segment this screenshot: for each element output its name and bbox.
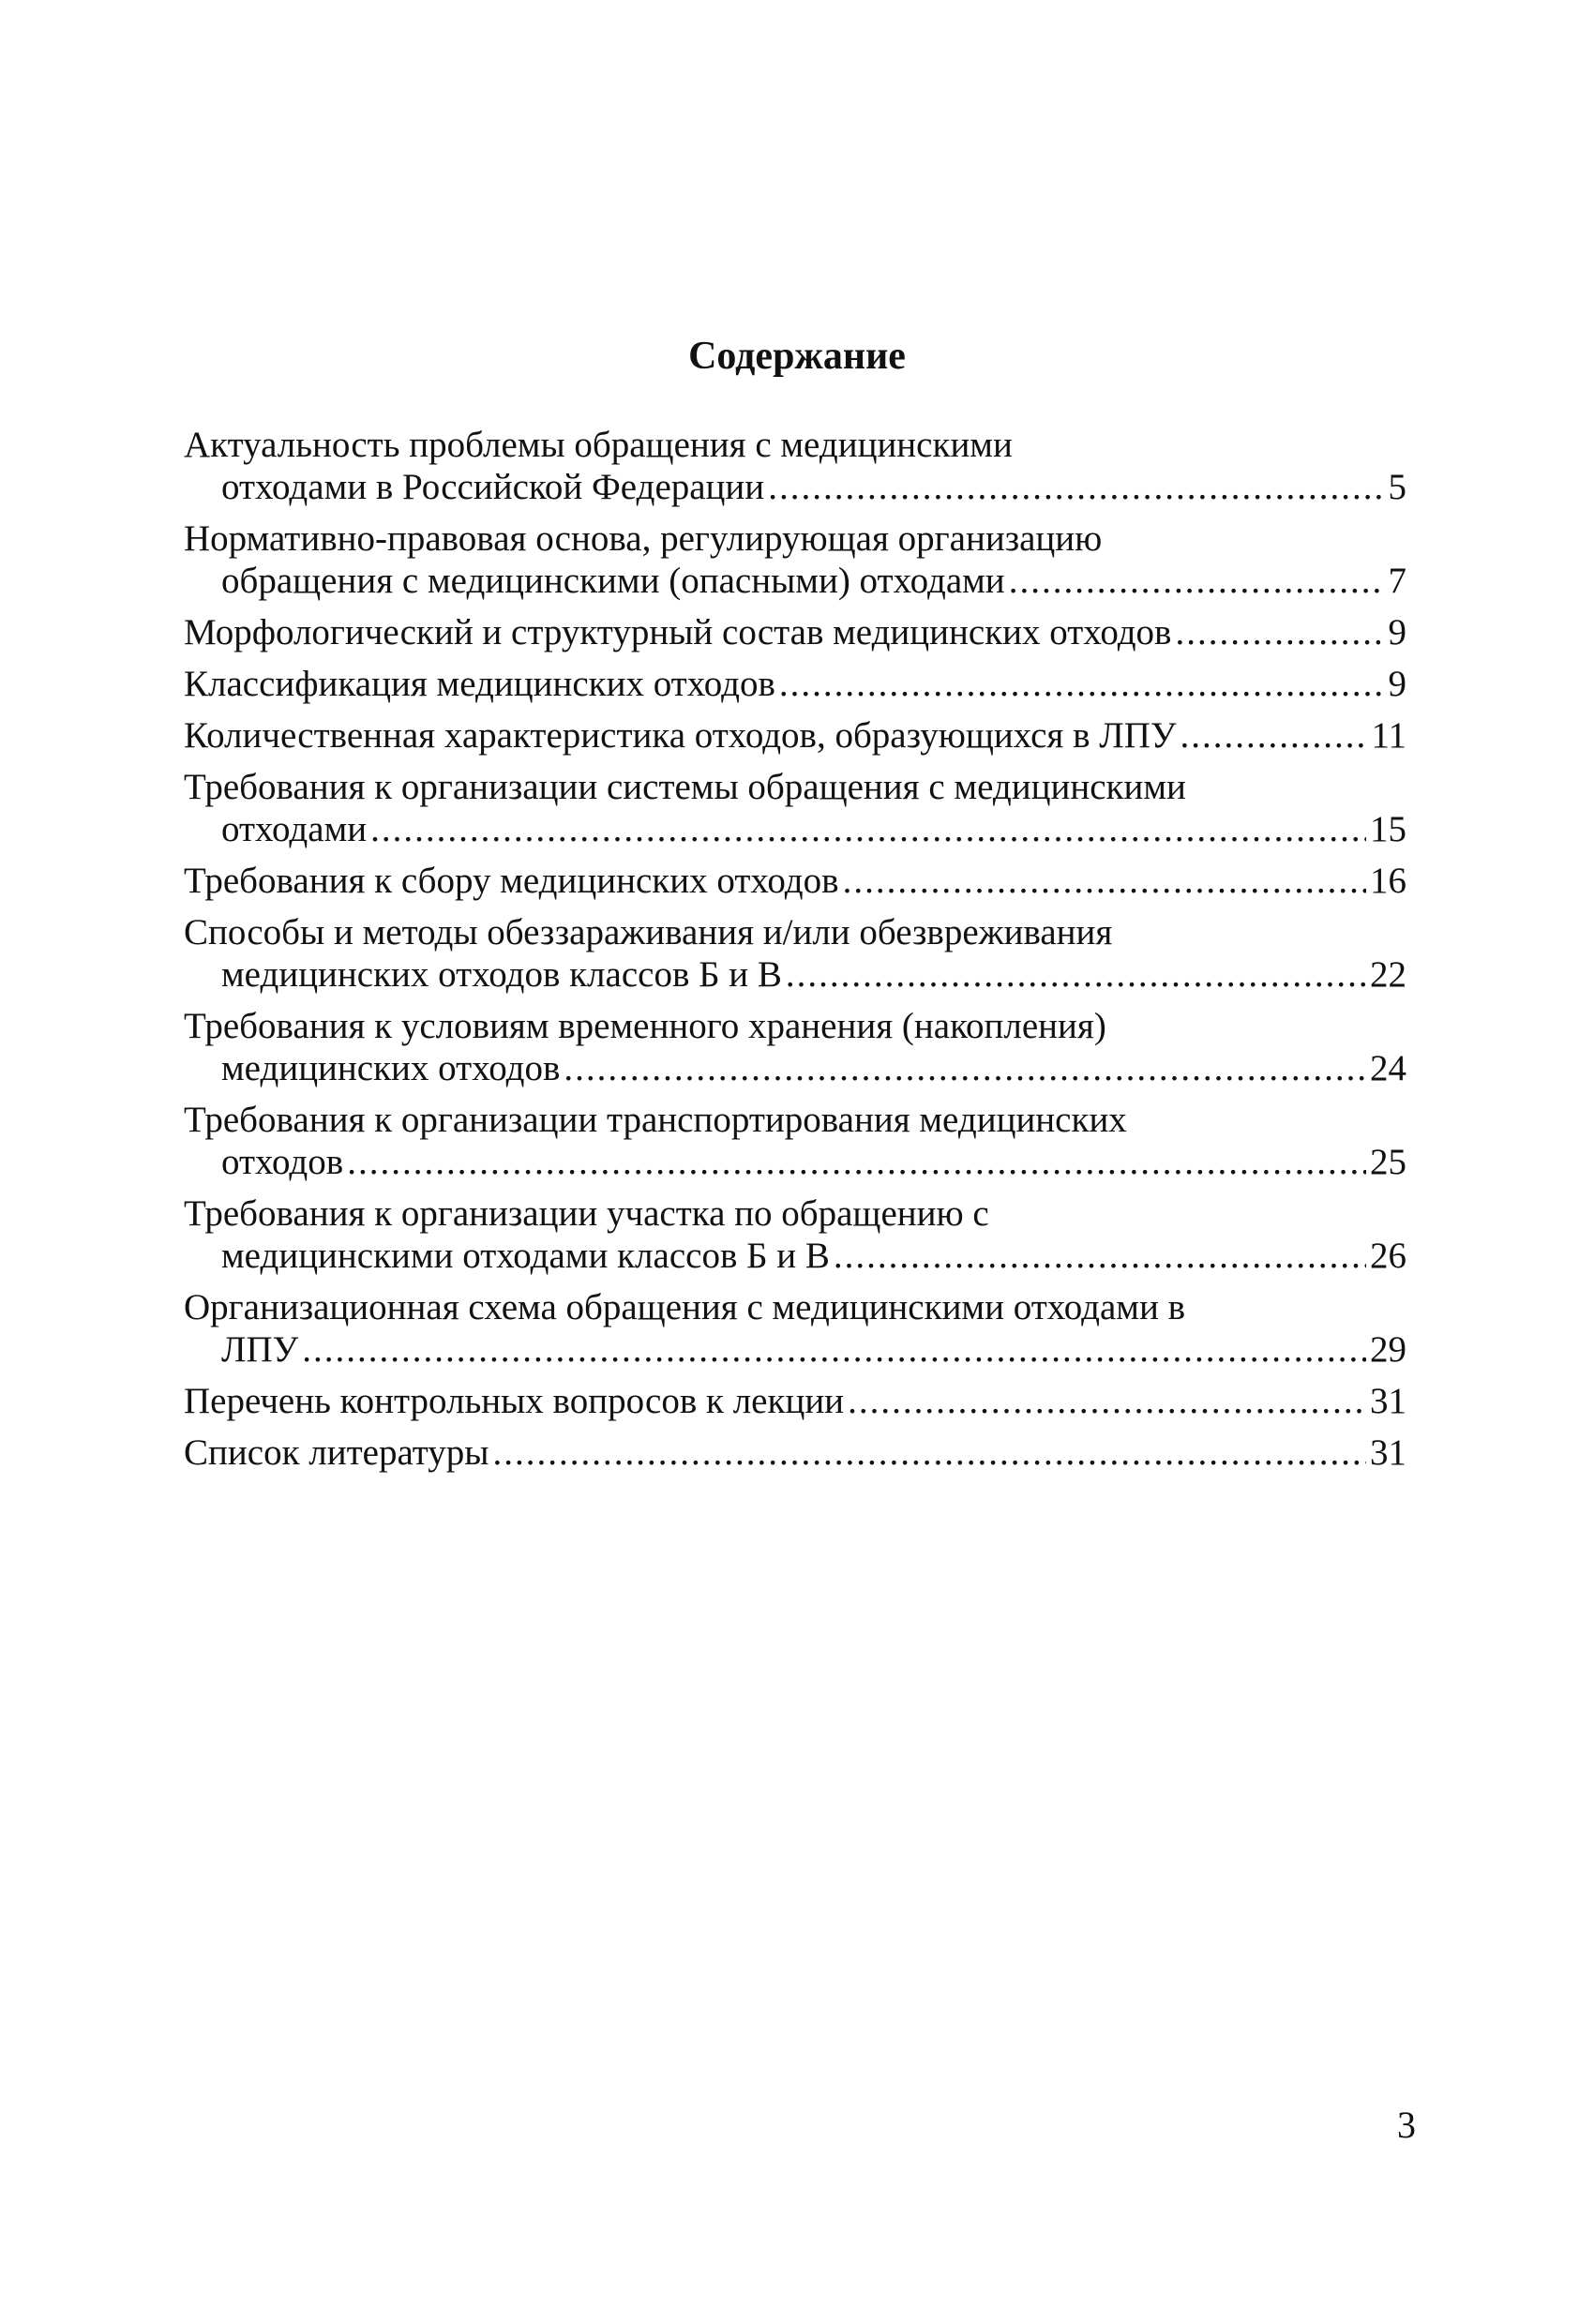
toc-entry-page-number: 31	[1370, 1432, 1406, 1473]
toc-entry-title: Требования к организации системы обращения с медицинскими	[184, 767, 1186, 807]
table-of-contents	[184, 424, 1406, 1483]
toc-entry-page-number: 11	[1371, 715, 1406, 756]
toc-entry-title: Требования к организации транспортирования медицинских	[184, 1100, 1127, 1140]
toc-entry-line	[184, 860, 1406, 902]
toc-entry-page-number: 25	[1370, 1142, 1406, 1182]
toc-entry-title: отходами в Российской Федерации	[221, 467, 765, 507]
toc-entry-page-number: 9	[1388, 664, 1406, 704]
toc-entry-line	[184, 1005, 1406, 1047]
toc-entry-page-number: 7	[1388, 561, 1406, 601]
toc-entry	[184, 1099, 1406, 1183]
toc-entry-title: Морфологический и структурный состав медицинских отходов	[184, 612, 1172, 652]
toc-entry	[184, 1380, 1406, 1422]
toc-entry-page-number: 31	[1370, 1381, 1406, 1421]
toc-entry	[184, 1005, 1406, 1089]
toc-entry-title: медицинских отходов классов Б и В	[221, 954, 782, 995]
toc-entry-line	[184, 1380, 1406, 1422]
toc-entry-line	[184, 1235, 1406, 1277]
toc-entry-title: Перечень контрольных вопросов к лекции	[184, 1381, 845, 1421]
toc-entry-line	[184, 1047, 1406, 1089]
toc-entry-page-number: 29	[1370, 1329, 1406, 1370]
toc-entry-title: отходов	[221, 1142, 344, 1182]
toc-entry-title: медицинскими отходами классов Б и В	[221, 1236, 830, 1276]
dot-leader	[492, 1432, 1366, 1474]
toc-entry-line	[184, 517, 1406, 560]
toc-entry-title: Список литературы	[184, 1432, 489, 1473]
toc-entry-title: ЛПУ	[221, 1329, 299, 1370]
toc-entry-title: Требования к организации участка по обращению с	[184, 1193, 989, 1234]
dot-leader	[1009, 560, 1385, 602]
toc-entry-line	[184, 953, 1406, 996]
toc-entry-line	[184, 911, 1406, 953]
toc-entry-title: Способы и методы обеззараживания и/или обезвреживания	[184, 912, 1113, 952]
toc-entry-line	[184, 1328, 1406, 1371]
dot-leader	[779, 663, 1385, 705]
toc-entry-title: медицинских отходов	[221, 1048, 561, 1088]
dot-leader	[834, 1235, 1366, 1277]
toc-entry-line	[184, 466, 1406, 508]
dot-leader	[302, 1328, 1366, 1371]
toc-entry-page-number: 15	[1370, 809, 1406, 849]
toc-entry-page-number: 24	[1370, 1048, 1406, 1088]
toc-entry-line	[184, 1286, 1406, 1328]
page-title: Содержание	[688, 335, 906, 378]
toc-entry	[184, 1286, 1406, 1371]
toc-entry-title: Количественная характеристика отходов, образующихся в ЛПУ	[184, 715, 1177, 756]
toc-entry-line	[184, 1099, 1406, 1141]
toc-entry-line	[184, 1432, 1406, 1474]
dot-leader	[786, 953, 1366, 996]
toc-entry-page-number: 16	[1370, 861, 1406, 901]
dot-leader	[768, 466, 1384, 508]
toc-entry	[184, 911, 1406, 996]
toc-entry-line	[184, 424, 1406, 466]
toc-entry-page-number: 22	[1370, 954, 1406, 995]
toc-entry-page-number: 9	[1388, 612, 1406, 652]
toc-entry	[184, 517, 1406, 602]
toc-entry	[184, 1432, 1406, 1474]
dot-leader	[1180, 714, 1368, 757]
dot-leader	[370, 808, 1366, 850]
dot-leader	[347, 1141, 1366, 1183]
toc-entry-title: Требования к сбору медицинских отходов	[184, 861, 839, 901]
toc-entry-line	[184, 714, 1406, 757]
toc-entry-title: Классификация медицинских отходов	[184, 664, 775, 704]
toc-entry-page-number: 5	[1388, 467, 1406, 507]
toc-entry-title: Актуальность проблемы обращения с медицинскими	[184, 425, 1013, 465]
toc-entry-line	[184, 1192, 1406, 1235]
toc-entry	[184, 611, 1406, 653]
toc-entry-title: отходами	[221, 809, 368, 849]
toc-entry-line	[184, 560, 1406, 602]
dot-leader	[843, 860, 1366, 902]
toc-entry	[184, 1192, 1406, 1277]
toc-entry-title: Нормативно-правовая основа, регулирующая организацию	[184, 518, 1103, 559]
toc-entry-line	[184, 766, 1406, 808]
toc-entry	[184, 424, 1406, 508]
toc-entry-title: обращения с медицинскими (опасными) отходами	[221, 561, 1005, 601]
toc-entry	[184, 766, 1406, 850]
toc-entry-title: Организационная схема обращения с медицинскими отходами в	[184, 1287, 1186, 1327]
toc-entry-page-number: 26	[1370, 1236, 1406, 1276]
toc-entry	[184, 663, 1406, 705]
toc-entry	[184, 714, 1406, 757]
page-number: 3	[1397, 2104, 1416, 2146]
toc-entry-line	[184, 611, 1406, 653]
toc-entry-line	[184, 808, 1406, 850]
toc-entry-line	[184, 663, 1406, 705]
dot-leader	[848, 1380, 1366, 1422]
toc-entry-title: Требования к условиям временного хранения (накопления)	[184, 1006, 1106, 1046]
toc-entry-line	[184, 1141, 1406, 1183]
toc-entry	[184, 860, 1406, 902]
dot-leader	[1175, 611, 1384, 653]
dot-leader	[564, 1047, 1366, 1089]
